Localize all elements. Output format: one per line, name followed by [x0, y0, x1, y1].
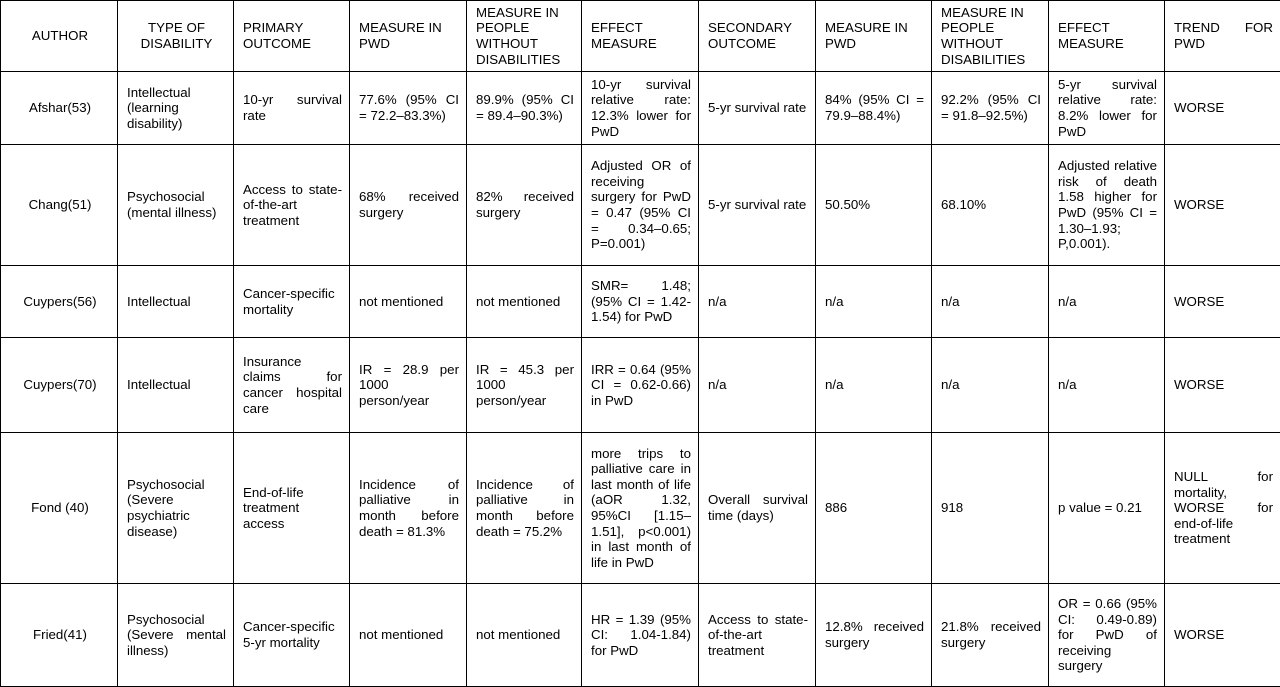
cell-measure-pwd: 77.6% (95% CI = 72.2–83.3%) [350, 72, 467, 145]
table-row [1, 433, 1280, 584]
header-measure-pwd: MEASURE IN PWD [350, 1, 467, 72]
cell-effect-measure-secondary: n/a [1049, 266, 1165, 338]
cell-measure-pwd-secondary: n/a [816, 338, 932, 433]
cell-measure-pwd-secondary: n/a [816, 266, 932, 338]
table-row [1, 584, 1280, 687]
cell-author: Fond (40) [1, 433, 118, 584]
cell-primary-outcome: Cancer-specific 5-yr mortality [234, 584, 350, 687]
cell-measure-non-disabled-secondary: n/a [932, 338, 1049, 433]
cell-measure-pwd-secondary: 50.50% [816, 145, 932, 266]
header-effect-measure: EFFECT MEASURE [582, 1, 699, 72]
cell-effect-measure-secondary: 5-yr survival relative rate: 8.2% lower for PwD [1049, 72, 1165, 145]
cell-measure-non-disabled: 89.9% (95% CI = 89.4–90.3%) [467, 72, 582, 145]
cell-secondary-outcome: Overall survival time (days) [699, 433, 816, 584]
cell-measure-non-disabled: IR = 45.3 per 1000 person/year [467, 338, 582, 433]
cell-measure-non-disabled-secondary: n/a [932, 266, 1049, 338]
header-measure-pwd-secondary: MEASURE IN PWD [816, 1, 932, 72]
cell-primary-outcome: Insurance claims for cancer hospital care [234, 338, 350, 433]
table-row [1, 145, 1280, 266]
header-type-of-disability: TYPE OF DISABILITY [118, 1, 234, 72]
table-row [1, 338, 1280, 433]
header-row [1, 1, 1280, 72]
cell-effect-measure: SMR= 1.48; (95% CI = 1.42-1.54) for PwD [582, 266, 699, 338]
table-row [1, 266, 1280, 338]
cell-trend: WORSE [1165, 72, 1280, 145]
cell-disability-type: Intellectual (learning disability) [118, 72, 234, 145]
cell-measure-non-disabled-secondary: 92.2% (95% CI = 91.8–92.5%) [932, 72, 1049, 145]
cell-author: Chang(51) [1, 145, 118, 266]
cell-secondary-outcome: 5-yr survival rate [699, 145, 816, 266]
cell-secondary-outcome: n/a [699, 338, 816, 433]
cell-measure-non-disabled-secondary: 68.10% [932, 145, 1049, 266]
cell-measure-non-disabled: not mentioned [467, 266, 582, 338]
cell-primary-outcome: 10-yr survival rate [234, 72, 350, 145]
table-row [1, 72, 1280, 145]
header-primary-outcome: PRIMARY OUTCOME [234, 1, 350, 72]
cell-effect-measure-secondary: n/a [1049, 338, 1165, 433]
cell-secondary-outcome: n/a [699, 266, 816, 338]
cell-effect-measure-secondary: p value = 0.21 [1049, 433, 1165, 584]
cell-measure-pwd: Incidence of palliative in month before death = 81.3% [350, 433, 467, 584]
cell-disability-type: Intellectual [118, 266, 234, 338]
header-effect-measure-secondary: EFFECT MEASURE [1049, 1, 1165, 72]
header-author: AUTHOR [1, 1, 118, 72]
cell-measure-non-disabled: 82% received surgery [467, 145, 582, 266]
cell-disability-type: Psychosocial (mental illness) [118, 145, 234, 266]
cell-measure-pwd: IR = 28.9 per 1000 person/year [350, 338, 467, 433]
cell-effect-measure: HR = 1.39 (95% CI: 1.04-1.84) for PwD [582, 584, 699, 687]
cell-effect-measure-secondary: Adjusted relative risk of death 1.58 higher for PwD (95% CI = 1.30–1.93; P,0.001). [1049, 145, 1165, 266]
header-trend: TREND FOR PWD [1165, 1, 1280, 72]
cell-secondary-outcome: Access to state-of-the-art treatment [699, 584, 816, 687]
header-measure-non-disabled-secondary: MEASURE IN PEOPLE WITHOUT DISABILITIES [932, 1, 1049, 72]
cell-effect-measure-secondary: OR = 0.66 (95% CI: 0.49-0.89) for PwD of receiving surgery [1049, 584, 1165, 687]
cell-measure-pwd-secondary: 886 [816, 433, 932, 584]
cell-effect-measure: Adjusted OR of receiving surgery for PwD = 0.47 (95% CI = 0.34–0.65; P=0.001) [582, 145, 699, 266]
cell-measure-non-disabled: not mentioned [467, 584, 582, 687]
cell-disability-type: Psychosocial (Severe mental illness) [118, 584, 234, 687]
cell-measure-non-disabled: Incidence of palliative in month before death = 75.2% [467, 433, 582, 584]
cell-author: Cuypers(56) [1, 266, 118, 338]
cell-measure-non-disabled-secondary: 918 [932, 433, 1049, 584]
cell-primary-outcome: Cancer-specific mortality [234, 266, 350, 338]
cell-trend: WORSE [1165, 145, 1280, 266]
cell-measure-pwd: not mentioned [350, 266, 467, 338]
cell-trend: WORSE [1165, 338, 1280, 433]
cell-trend: NULL for mortality, WORSE for end-of-life treatment [1165, 433, 1280, 584]
cell-measure-pwd-secondary: 12.8% received surgery [816, 584, 932, 687]
cell-author: Afshar(53) [1, 72, 118, 145]
cell-author: Fried(41) [1, 584, 118, 687]
cell-effect-measure: 10-yr survival relative rate: 12.3% lower for PwD [582, 72, 699, 145]
cell-measure-pwd-secondary: 84% (95% CI = 79.9–88.4%) [816, 72, 932, 145]
cell-trend: WORSE [1165, 266, 1280, 338]
cell-disability-type: Intellectual [118, 338, 234, 433]
header-secondary-outcome: SECONDARY OUTCOME [699, 1, 816, 72]
cell-primary-outcome: End-of-life treatment access [234, 433, 350, 584]
cell-author: Cuypers(70) [1, 338, 118, 433]
cell-measure-non-disabled-secondary: 21.8% received surgery [932, 584, 1049, 687]
cell-trend: WORSE [1165, 584, 1280, 687]
cell-primary-outcome: Access to state-of-the-art treatment [234, 145, 350, 266]
cell-measure-pwd: 68% received surgery [350, 145, 467, 266]
cell-effect-measure: more trips to palliative care in last month of life (aOR 1.32, 95%CI [1.15–1.51], p<0.001) in last month of life in PwD [582, 433, 699, 584]
cell-effect-measure: IRR = 0.64 (95% CI = 0.62-0.66) in PwD [582, 338, 699, 433]
header-measure-non-disabled: MEASURE IN PEOPLE WITHOUT DISABILITIES [467, 1, 582, 72]
cell-measure-pwd: not mentioned [350, 584, 467, 687]
cell-secondary-outcome: 5-yr survival rate [699, 72, 816, 145]
cell-disability-type: Psychosocial (Severe psychiatric disease) [118, 433, 234, 584]
